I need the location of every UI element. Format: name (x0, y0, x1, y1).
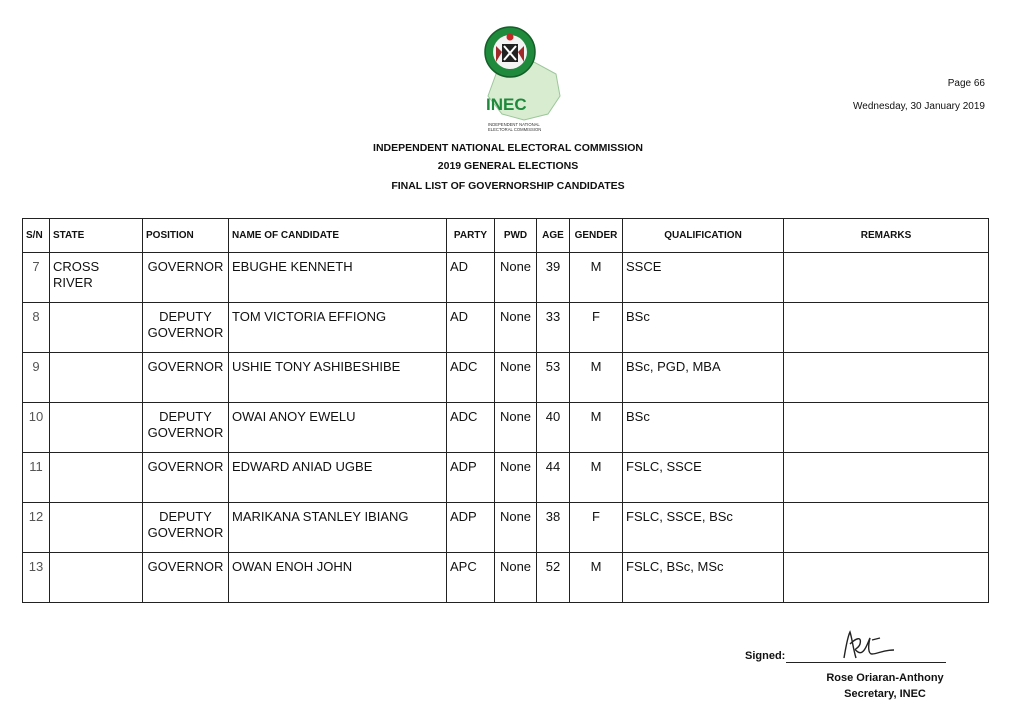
cell-party: ADC (447, 403, 495, 453)
cell-pwd: None (495, 303, 537, 353)
cell-sn: 8 (23, 303, 50, 353)
cell-party: ADC (447, 353, 495, 403)
cell-gender: F (570, 503, 623, 553)
cell-age: 53 (537, 353, 570, 403)
signer-title: Secretary, INEC (844, 688, 926, 700)
cell-gender: F (570, 303, 623, 353)
cell-party: AD (447, 303, 495, 353)
cell-state (50, 503, 143, 553)
cell-position: GOVERNOR (143, 453, 229, 503)
col-header-party: PARTY (447, 219, 495, 253)
table-row (23, 453, 989, 503)
cell-pwd: None (495, 353, 537, 403)
cell-pwd: None (495, 253, 537, 303)
col-header-sn: S/N (23, 219, 50, 253)
cell-state (50, 303, 143, 353)
cell-name: OWAN ENOH JOHN (229, 553, 447, 603)
cell-state (50, 403, 143, 453)
col-header-gender: GENDER (570, 219, 623, 253)
cell-state (50, 353, 143, 403)
cell-age: 39 (537, 253, 570, 303)
candidates-table (22, 218, 989, 603)
cell-age: 40 (537, 403, 570, 453)
inec-logo (476, 22, 566, 137)
table-header-row (23, 219, 989, 253)
cell-age: 52 (537, 553, 570, 603)
cell-position: DEPUTY GOVERNOR (143, 503, 229, 553)
cell-qualification: BSc, PGD, MBA (623, 353, 784, 403)
cell-gender: M (570, 253, 623, 303)
cell-gender: M (570, 553, 623, 603)
cell-gender: M (570, 453, 623, 503)
cell-sn: 7 (23, 253, 50, 303)
svg-text:INDEPENDENT NATIONAL: INDEPENDENT NATIONAL (488, 122, 540, 127)
cell-gender: M (570, 403, 623, 453)
cell-qualification: FSLC, SSCE (623, 453, 784, 503)
cell-position: GOVERNOR (143, 253, 229, 303)
print-date: Wednesday, 30 January 2019 (853, 101, 985, 112)
cell-name: TOM VICTORIA EFFIONG (229, 303, 447, 353)
table-row (23, 403, 989, 453)
cell-sn: 10 (23, 403, 50, 453)
cell-qualification: FSLC, SSCE, BSc (623, 503, 784, 553)
cell-age: 38 (537, 503, 570, 553)
cell-remarks (784, 453, 989, 503)
cell-state (50, 453, 143, 503)
col-header-state: STATE (50, 219, 143, 253)
table-row (23, 503, 989, 553)
svg-text:ELECTORAL COMMISSION: ELECTORAL COMMISSION (488, 127, 542, 132)
document-title: INDEPENDENT NATIONAL ELECTORAL COMMISSION (373, 142, 643, 154)
table-row (23, 353, 989, 403)
col-header-qualification: QUALIFICATION (623, 219, 784, 253)
cell-qualification: FSLC, BSc, MSc (623, 553, 784, 603)
cell-remarks (784, 253, 989, 303)
cell-remarks (784, 553, 989, 603)
cell-qualification: BSc (623, 303, 784, 353)
cell-name: OWAI ANOY EWELU (229, 403, 447, 453)
page-number: Page 66 (947, 78, 985, 89)
cell-qualification: SSCE (623, 253, 784, 303)
document-subtitle: 2019 GENERAL ELECTIONS (437, 160, 579, 172)
table-row (23, 553, 989, 603)
cell-sn: 9 (23, 353, 50, 403)
signer-name: Rose Oriaran-Anthony (826, 672, 944, 684)
col-header-remarks: REMARKS (784, 219, 989, 253)
cell-qualification: BSc (623, 403, 784, 453)
cell-position: GOVERNOR (143, 553, 229, 603)
cell-remarks (784, 353, 989, 403)
cell-gender: M (570, 353, 623, 403)
cell-position: DEPUTY GOVERNOR (143, 403, 229, 453)
cell-party: ADP (447, 453, 495, 503)
cell-party: APC (447, 553, 495, 603)
table-row (23, 253, 989, 303)
col-header-age: AGE (537, 219, 570, 253)
col-header-name: NAME OF CANDIDATE (229, 219, 447, 253)
page-info (853, 72, 985, 118)
cell-remarks (784, 503, 989, 553)
cell-pwd: None (495, 403, 537, 453)
cell-name: MARIKANA STANLEY IBIANG (229, 503, 447, 553)
cell-position: GOVERNOR (143, 353, 229, 403)
cell-pwd: None (495, 553, 537, 603)
cell-age: 33 (537, 303, 570, 353)
cell-age: 44 (537, 453, 570, 503)
cell-position: DEPUTY GOVERNOR (143, 303, 229, 353)
inec-logo-text: INEC (486, 95, 527, 114)
cell-party: AD (447, 253, 495, 303)
list-title: FINAL LIST OF GOVERNORSHIP CANDIDATES (391, 180, 625, 192)
cell-name: EBUGHE KENNETH (229, 253, 447, 303)
cell-pwd: None (495, 453, 537, 503)
cell-name: USHIE TONY ASHIBESHIBE (229, 353, 447, 403)
cell-pwd: None (495, 503, 537, 553)
signature-image (838, 628, 898, 662)
signature-line (786, 662, 946, 663)
cell-sn: 12 (23, 503, 50, 553)
cell-state (50, 553, 143, 603)
table-row (23, 303, 989, 353)
cell-name: EDWARD ANIAD UGBE (229, 453, 447, 503)
cell-party: ADP (447, 503, 495, 553)
col-header-pwd: PWD (495, 219, 537, 253)
cell-remarks (784, 303, 989, 353)
cell-state: CROSS RIVER (50, 253, 143, 303)
cell-sn: 13 (23, 553, 50, 603)
col-header-position: POSITION (143, 219, 229, 253)
cell-sn: 11 (23, 453, 50, 503)
signed-label: Signed: (745, 650, 786, 662)
cell-remarks (784, 403, 989, 453)
